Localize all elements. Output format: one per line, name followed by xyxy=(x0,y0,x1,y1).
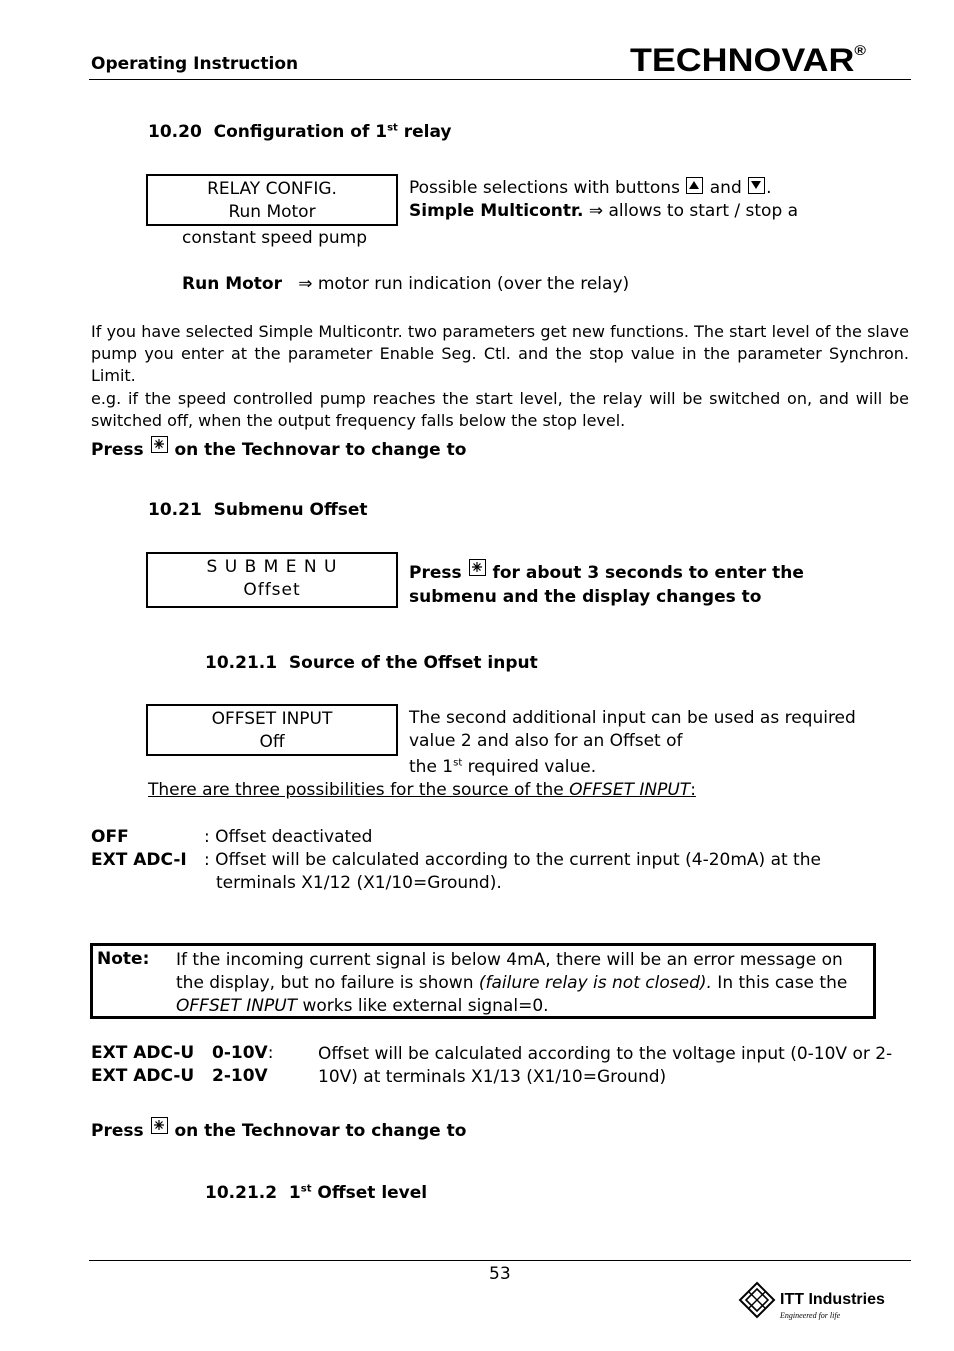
desc-line-3-sup: st xyxy=(453,757,463,769)
paragraph-example: e.g. if the speed controlled pump reaches the start level, the relay will be switched on, and will be switched off, when the output frequency falls below the stop level. xyxy=(91,389,909,430)
option-adcu-text xyxy=(318,1043,892,1089)
star-button-icon xyxy=(151,436,168,453)
note-line-2-italic: (failure relay is not closed). xyxy=(478,973,712,993)
option-adci-text: : Offset will be calculated according to the current input (4-20mA) at the xyxy=(204,850,821,870)
adcu2-name: EXT ADC-U xyxy=(91,1066,195,1086)
desc-line-3-pre: the 1 xyxy=(409,757,454,777)
brand-logo xyxy=(630,40,866,80)
section-heading-10-21-1 xyxy=(205,653,538,673)
adcu-text-line-2: 10V) at terminals X1/13 (X1/10=Ground) xyxy=(318,1067,667,1087)
press-text: on the Technovar to change to xyxy=(174,440,467,460)
option-off-text: : Offset deactivated xyxy=(204,827,373,847)
lcd-line-2: Run Motor xyxy=(228,202,316,222)
lcd-display-relay-config xyxy=(146,174,398,226)
section-title-post: Offset level xyxy=(311,1183,428,1203)
press-label: Press xyxy=(91,1121,144,1141)
section-title: Configuration of 1 xyxy=(213,122,388,142)
star-button-icon xyxy=(469,559,486,576)
header-rule xyxy=(89,79,911,80)
relay-selection-description xyxy=(409,177,798,223)
press-instruction-1 xyxy=(91,436,466,460)
press-text: for about 3 seconds to enter the xyxy=(492,563,804,583)
adcu2-range: 2-10V xyxy=(212,1066,268,1086)
lcd-line-1: S U B M E N U xyxy=(206,557,338,577)
lcd-line-1: RELAY CONFIG. xyxy=(207,179,337,199)
submenu-press-instruction xyxy=(409,559,804,609)
offset-input-description xyxy=(409,707,856,753)
simple-multicontr-continuation: constant speed pump xyxy=(182,228,367,248)
option-adcu1-label xyxy=(91,1043,273,1063)
option-off-label: OFF xyxy=(91,827,129,847)
lcd-line-2: Off xyxy=(259,732,285,752)
lcd-display-offset-input xyxy=(146,704,398,756)
itt-logo-tagline: Engineered for life xyxy=(780,1311,841,1320)
poss-italic: OFFSET INPUT xyxy=(569,780,691,800)
section-number: 10.21 xyxy=(148,500,202,520)
desc-text: Possible selections with buttons xyxy=(409,178,680,198)
run-motor-text: motor run indication (over the relay) xyxy=(317,274,630,294)
implies-arrow: ⇒ xyxy=(588,201,604,221)
note-line-3-italic: OFFSET INPUT xyxy=(176,996,298,1016)
implies-arrow: ⇒ xyxy=(298,274,313,294)
adcu1-colon: : xyxy=(267,1043,274,1063)
adcu-text-line-1: Offset will be calculated according to the voltage input (0-10V or 2- xyxy=(318,1044,893,1064)
footer-rule xyxy=(89,1260,911,1261)
section-title-sup: st xyxy=(300,1183,312,1195)
section-heading-10-21-2 xyxy=(205,1183,427,1203)
registered-mark: ® xyxy=(854,42,866,58)
press-label: Press xyxy=(91,440,144,460)
adcu1-range: 0-10V xyxy=(212,1043,268,1063)
section-number: 10.20 xyxy=(148,122,202,142)
poss-colon: : xyxy=(690,780,696,800)
option-adci-label: EXT ADC-I xyxy=(91,850,187,870)
itt-logo-text: ITT Industries xyxy=(780,1291,885,1308)
simple-multicontr-text: allows to start / stop a xyxy=(608,201,799,221)
simple-multicontr-label: Simple Multicontr. xyxy=(409,201,584,221)
itt-logo-icon xyxy=(737,1280,777,1320)
press-instruction-2 xyxy=(91,1117,466,1141)
brand-name: TECHNOVAR xyxy=(630,42,855,78)
poss-text: There are three possibilities for the source of the xyxy=(148,780,570,800)
option-adcu2-label xyxy=(91,1066,268,1086)
desc-line-3 xyxy=(409,757,596,777)
section-number: 10.21.2 xyxy=(205,1183,278,1203)
section-heading-10-20 xyxy=(148,122,452,142)
note-line-2-pre: the display, but no failure is shown xyxy=(176,973,479,993)
section-title-post: relay xyxy=(397,122,452,142)
note-box xyxy=(90,943,876,1019)
desc-line-2: value 2 and also for an Offset of xyxy=(409,731,683,751)
desc-period: . xyxy=(766,178,772,198)
desc-and: and xyxy=(709,178,742,198)
page-number: 53 xyxy=(489,1264,511,1284)
header-title: Operating Instruction xyxy=(91,54,299,74)
section-number: 10.21.1 xyxy=(205,653,278,673)
run-motor-label: Run Motor xyxy=(182,274,282,294)
note-line-3-post: works like external signal=0. xyxy=(297,996,549,1016)
desc-line-1: The second additional input can be used as required xyxy=(409,708,856,728)
run-motor-line xyxy=(182,274,629,294)
desc-line-3-post: required value. xyxy=(462,757,597,777)
section-title: Source of the Offset input xyxy=(288,653,538,673)
press-text-line-2: submenu and the display changes to xyxy=(409,587,762,607)
lcd-line-1: OFFSET INPUT xyxy=(211,709,333,729)
adcu1-name: EXT ADC-U xyxy=(91,1043,195,1063)
up-button-icon xyxy=(686,177,703,194)
press-text: on the Technovar to change to xyxy=(174,1121,467,1141)
section-heading-10-21 xyxy=(148,500,368,520)
option-adci-text-2: terminals X1/12 (X1/10=Ground). xyxy=(216,873,502,893)
star-button-icon xyxy=(151,1117,168,1134)
lcd-display-submenu xyxy=(146,552,398,608)
note-line-2-post: In this case the xyxy=(711,973,848,993)
paragraph-simple-multicontr: If you have selected Simple Multicontr. two parameters get new functions. The start level of the slave pump you enter at the parameter Enable Seg. Ctl. and the stop value in the parameter Synchron. Limit. xyxy=(91,322,909,385)
note-label: Note: xyxy=(97,949,150,969)
section-title-sup: st xyxy=(387,122,398,134)
possibilities-heading xyxy=(148,780,696,800)
note-line-1: If the incoming current signal is below 4mA, there will be an error message on xyxy=(176,950,843,970)
section-title: Submenu Offset xyxy=(213,500,368,520)
press-label: Press xyxy=(409,563,462,583)
lcd-line-2: Offset xyxy=(243,580,301,600)
note-body xyxy=(176,949,847,1018)
section-title-pre: 1 xyxy=(288,1183,301,1203)
down-button-icon xyxy=(748,177,765,194)
itt-logo xyxy=(737,1280,897,1324)
